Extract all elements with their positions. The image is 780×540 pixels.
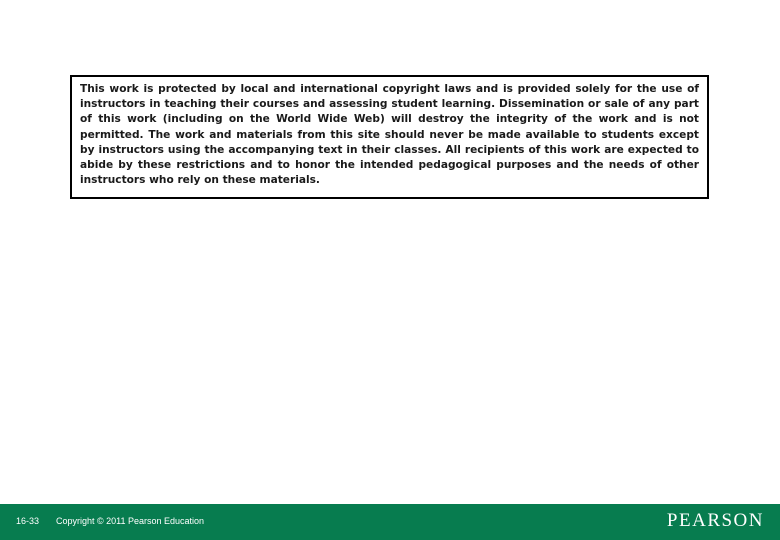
copyright-notice-text: This work is protected by local and international copyright laws and is provided solely for the use of instructors in teaching their courses and assessing student learning. Dissemination or sale of any part of this work (including on the World Wide Web) will destroy the integrity of the work and is not permitted. The work and materials from this site should never be made available to students except by instructors using the accompanying text in their classes. All recipients of this work are expected to abide by these restrictions and to honor the intended pedagogical purposes and the needs of other instructors who rely on these materials.: [80, 83, 699, 187]
footer-copyright: Copyright © 2011 Pearson Education: [56, 516, 205, 526]
footer-bar: [0, 504, 780, 540]
slide-number: 16-33: [16, 516, 40, 526]
pearson-logo: PEARSON: [666, 510, 764, 531]
copyright-notice-box: [70, 75, 709, 199]
